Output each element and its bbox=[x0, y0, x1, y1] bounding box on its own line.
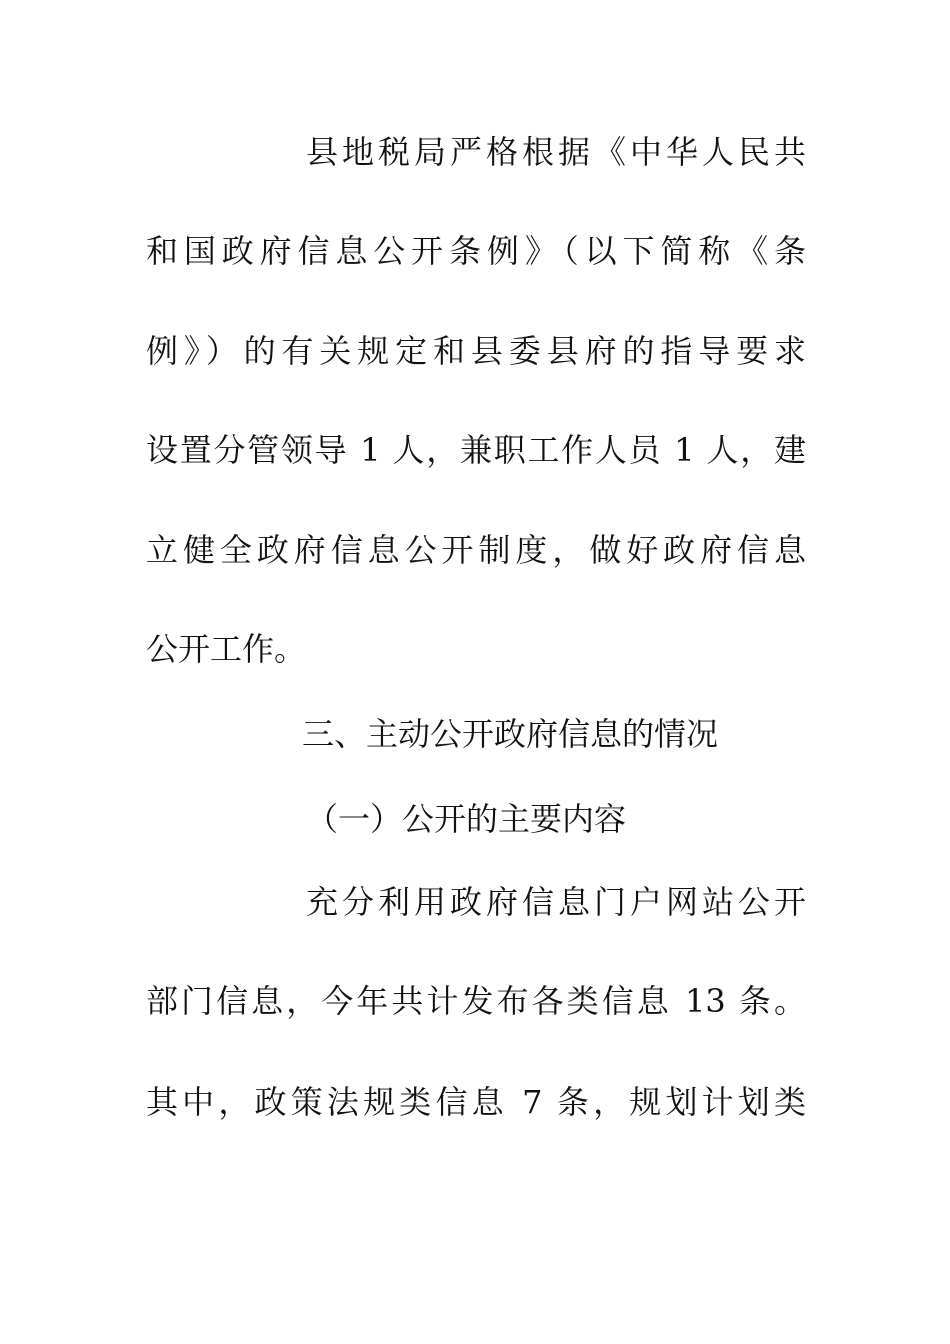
paragraph-1-line-3: 例》）的有关规定和县委县府的指导要求 bbox=[146, 332, 806, 370]
subsection-heading: （一）公开的主要内容 bbox=[306, 800, 627, 838]
paragraph-1-line-1: 县地税局严格根据《中华人民共 bbox=[306, 133, 806, 171]
paragraph-1-line-6: 公开工作。 bbox=[146, 630, 307, 668]
section-heading: 三、主动公开政府信息的情况 bbox=[302, 715, 719, 753]
paragraph-1-line-2: 和国政府信息公开条例》（以下简称《条 bbox=[146, 232, 806, 270]
paragraph-2-line-2: 部门信息，今年共计发布各类信息 13 条。 bbox=[146, 982, 806, 1020]
paragraph-2-line-1: 充分利用政府信息门户网站公开 bbox=[306, 883, 806, 921]
paragraph-1-line-5: 立健全政府信息公开制度，做好政府信息 bbox=[146, 531, 806, 569]
paragraph-1-line-4: 设置分管领导 1 人，兼职工作人员 1 人，建 bbox=[146, 431, 806, 469]
paragraph-2-line-3: 其中，政策法规类信息 7 条，规划计划类 bbox=[146, 1083, 806, 1121]
